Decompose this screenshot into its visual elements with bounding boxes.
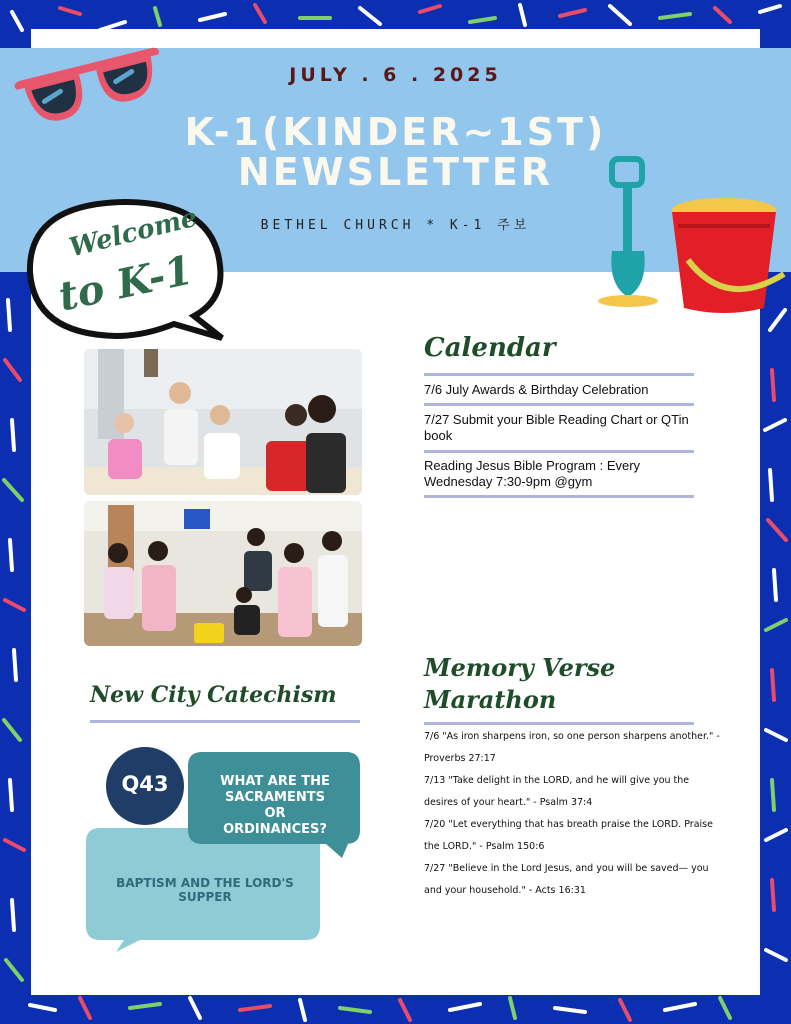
welcome-line-1: Welcome [66,202,201,264]
newsletter-subtitle: BETHEL CHURCH * K-1 주보 [260,218,531,233]
calendar-divider [424,373,694,376]
calendar-heading: Calendar [424,333,556,363]
sunglasses-icon [10,36,170,136]
catechism-heading: New City Catechism [90,682,337,708]
verse-item: 7/13 "Take delight in the LORD, and he will give you the desires of your heart." - Psalm 37:4 [424,775,690,808]
issue-date: JULY . 6 . 2025 [289,64,502,86]
verse-item: 7/6 "As iron sharpens iron, so one person sharpens another." - Proverbs 27:17 [424,731,720,764]
calendar-item: 7/6 July Awards & Birthday Celebration [424,382,649,397]
verse-item: 7/20 "Let everything that has breath praise the LORD. Praise the LORD." - Psalm 150:6 [424,819,713,852]
catechism-answer: BAPTISM AND THE LORD'S SUPPER [116,876,294,904]
memory-divider [424,722,694,725]
catechism-question: WHAT ARE THE SACRAMENTS OR ORDINANCES? [220,774,330,837]
calendar-divider [424,495,694,498]
calendar-divider [424,403,694,406]
calendar-item: 7/27 Submit your Bible Reading Chart or QTin book [424,412,689,443]
class-photo-2 [84,501,362,646]
calendar-divider [424,450,694,453]
sand-bucket-icon [666,190,790,320]
question-number: Q43 [121,772,169,796]
calendar-item: Reading Jesus Bible Program : Every Wednesday 7:30-9pm @gym [424,458,641,489]
welcome-line-2: to K-1 [54,246,197,321]
title-line-1: K-1(KINDER~1ST) [184,110,607,154]
class-photo-1 [84,349,362,495]
memory-verse-heading [424,652,615,716]
catechism-divider [90,720,360,723]
title-line-2: NEWSLETTER [237,150,554,194]
verse-item: 7/27 "Believe in the Lord Jesus, and you will be saved— you and your household." - Acts 16:31 [424,863,709,896]
memory-heading-line-2: Marathon [424,685,557,714]
memory-verse-list [424,726,724,902]
memory-heading-line-1: Memory Verse [424,653,616,682]
